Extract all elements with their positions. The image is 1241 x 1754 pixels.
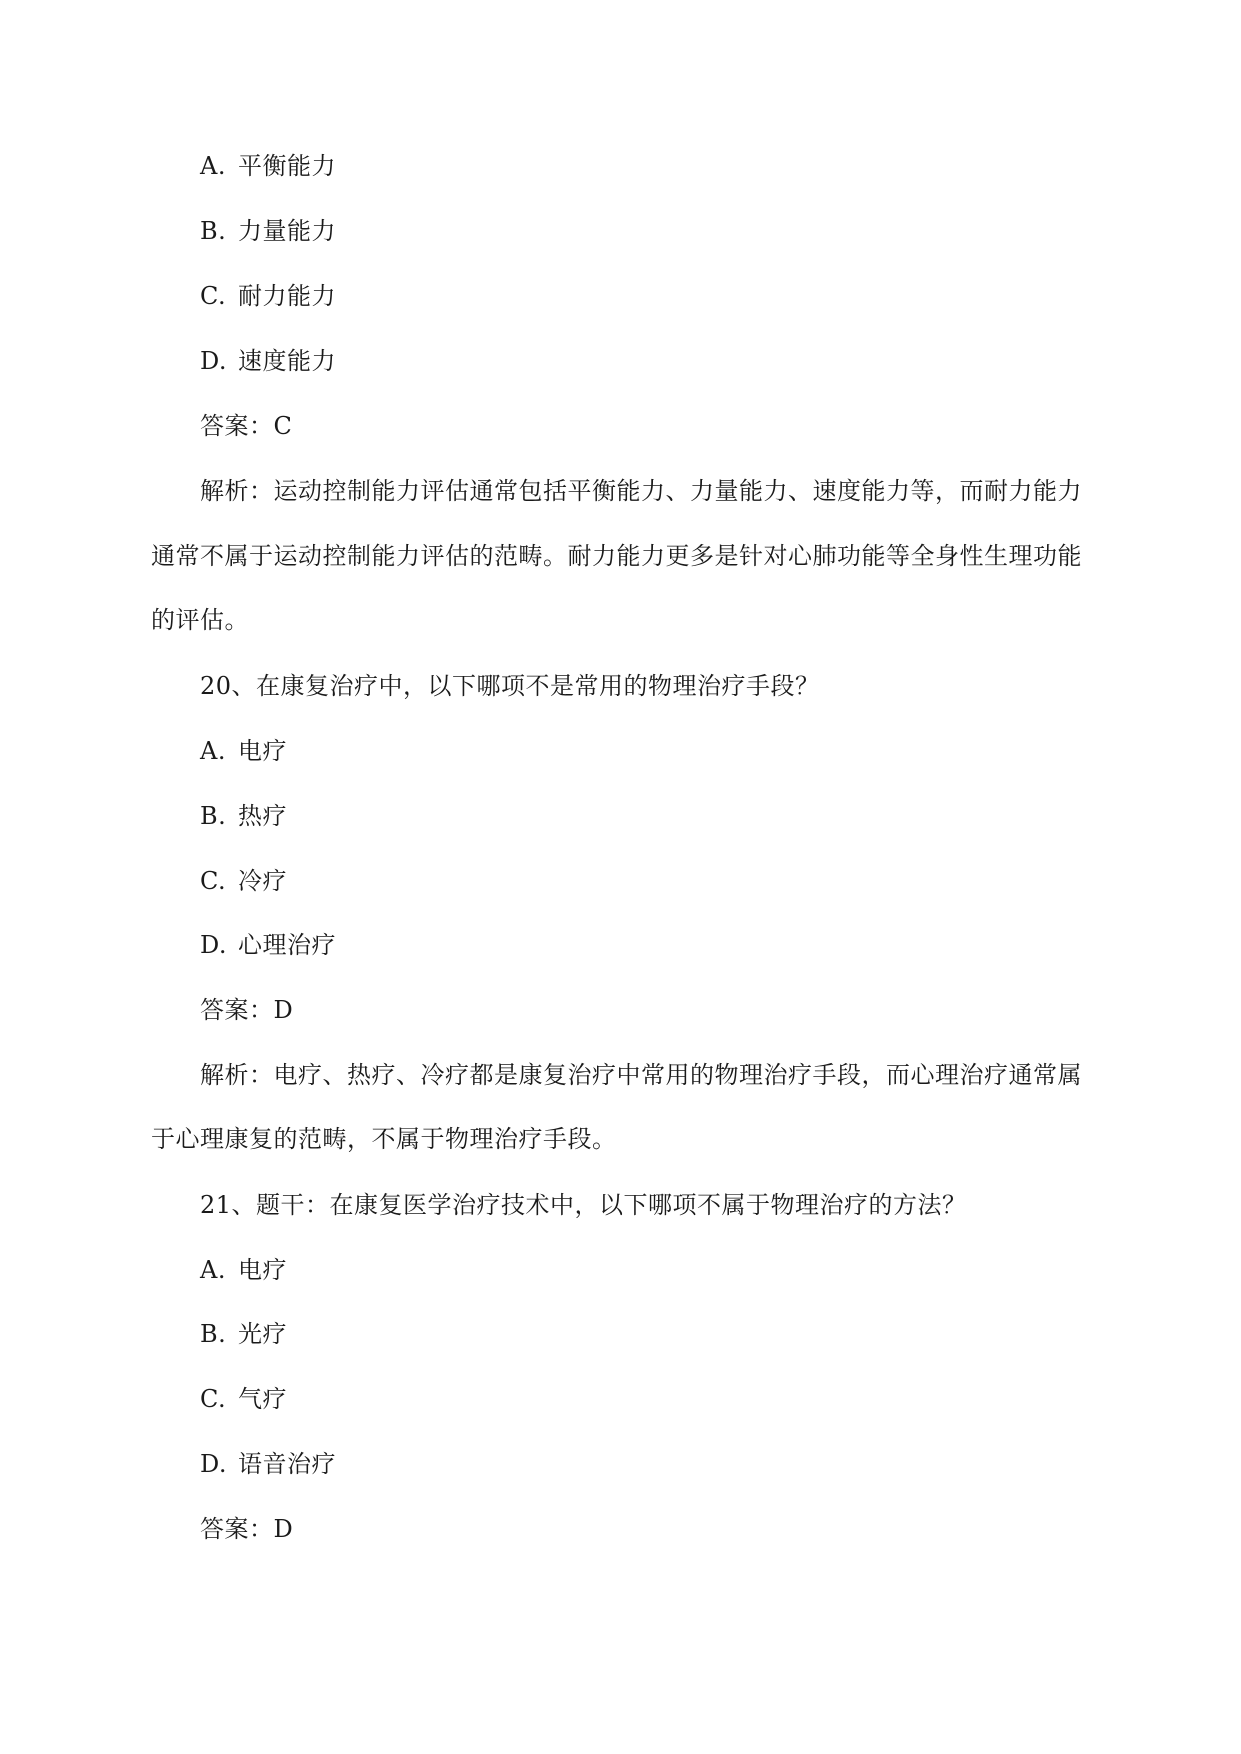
option-text: 电疗 — [238, 737, 287, 765]
answer: 答案：D — [200, 996, 294, 1024]
option-text: 心理治疗 — [238, 931, 336, 959]
analysis-line: 解析：电疗、热疗、冷疗都是康复治疗中常用的物理治疗手段，而心理治疗通常属 — [200, 1061, 1082, 1089]
answer: 答案：C — [200, 412, 293, 440]
option-letter: B. — [200, 1320, 227, 1348]
option-letter: D. — [200, 347, 228, 375]
option-letter: C. — [200, 867, 227, 895]
option-letter: A. — [200, 737, 226, 765]
option-d — [200, 345, 336, 377]
option-text: 冷疗 — [238, 867, 287, 895]
option-letter: C. — [200, 1385, 227, 1413]
option-a — [200, 1254, 287, 1286]
option-text: 力量能力 — [238, 217, 336, 245]
analysis-line: 的评估。 — [151, 606, 249, 634]
option-b — [200, 215, 336, 247]
question-stem: 20、在康复治疗中，以下哪项不是常用的物理治疗手段？ — [200, 672, 820, 700]
option-text: 热疗 — [238, 802, 287, 830]
option-letter: D. — [200, 931, 228, 959]
option-c — [200, 280, 336, 312]
option-letter: B. — [200, 217, 227, 245]
question-stem: 21、题干：在康复医学治疗技术中，以下哪项不属于物理治疗的方法？ — [200, 1191, 967, 1219]
option-text: 电疗 — [238, 1256, 287, 1284]
option-letter: D. — [200, 1450, 228, 1478]
option-text: 气疗 — [238, 1385, 287, 1413]
option-a — [200, 735, 287, 767]
option-letter: C. — [200, 282, 227, 310]
option-c — [200, 1383, 287, 1415]
option-letter: A. — [200, 152, 226, 180]
option-d — [200, 1448, 336, 1480]
option-text: 速度能力 — [238, 347, 336, 375]
option-text: 语音治疗 — [238, 1450, 336, 1478]
option-a — [200, 150, 336, 182]
option-c — [200, 865, 287, 897]
option-b — [200, 800, 287, 832]
option-letter: B. — [200, 802, 227, 830]
analysis-line: 于心理康复的范畴，不属于物理治疗手段。 — [151, 1125, 617, 1153]
option-d — [200, 929, 336, 961]
answer: 答案：D — [200, 1515, 294, 1543]
option-b — [200, 1318, 287, 1350]
option-letter: A. — [200, 1256, 226, 1284]
analysis-line: 通常不属于运动控制能力评估的范畴。耐力能力更多是针对心肺功能等全身性生理功能 — [151, 542, 1082, 570]
option-text: 平衡能力 — [238, 152, 336, 180]
option-text: 耐力能力 — [238, 282, 336, 310]
analysis-line: 解析：运动控制能力评估通常包括平衡能力、力量能力、速度能力等，而耐力能力 — [200, 477, 1082, 505]
option-text: 光疗 — [238, 1320, 287, 1348]
